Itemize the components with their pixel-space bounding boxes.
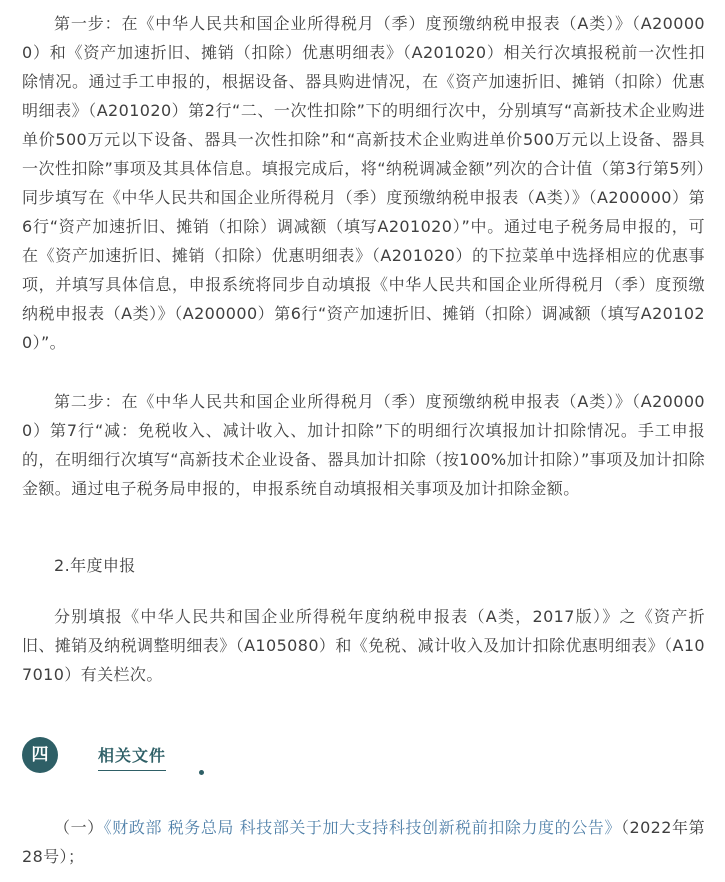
- step1-paragraph: 第一步：在《中华人民共和国企业所得税月（季）度预缴纳税申报表（A类）》（A200000）和《资产加速折旧、摊销（扣除）优惠明细表》（A201020）相关行次填报税前一次性扣除情况。通过手工申报的，根据设备、器具购进情况，在《资产加速折旧、摊销（扣除）优惠明细表》（A201020）第2行“二、一次性扣除”下的明细行次中，分别填写“高新技术企业购进单价500万元以下设备、器具一次性扣除”和“高新技术企业购进单价500万元以上设备、器具一次性扣除”事项及其具体信息。填报完成后，将“纳税调减金额”列次的合计值（第3行第5列）同步填写在《中华人民共和国企业所得税月（季）度预缴纳税申报表（A类）》（A200000）第6行“资产加速折旧、摊销（扣除）调减额（填写A201020）”中。通过电子税务局申报的，可在《资产加速折旧、摊销（扣除）优惠明细表》（A201020）的下拉菜单中选择相应的优惠事项，并填写具体信息，申报系统将同步自动填报《中华人民共和国企业所得税月（季）度预缴纳税申报表（A类）》（A200000）第6行“资产加速折旧、摊销（扣除）调减额（填写A201020）”。: [22, 14, 705, 352]
- reference-suffix: （2022年第28号）；: [22, 818, 705, 866]
- section-number-badge: 四: [22, 737, 58, 773]
- annual-filing-heading: 2.年度申报: [54, 556, 136, 575]
- reference-link[interactable]: 《财政部 税务总局 科技部关于加大支持科技创新税前扣除力度的公告》: [103, 818, 621, 837]
- reference-item: [22, 813, 705, 871]
- decorative-dot-icon: [199, 770, 204, 775]
- step2-paragraph: 第二步：在《中华人民共和国企业所得税月（季）度预缴纳税申报表（A类）》（A200000）第7行“减：免税收入、减计收入、加计扣除”下的明细行次填报加计扣除情况。手工申报的，在明细行次填写“高新技术企业设备、器具加计扣除（按100%加计扣除）”事项及加计扣除金额。通过电子税务局申报的，申报系统自动填报相关事项及加计扣除金额。: [22, 392, 705, 498]
- annual-filing-paragraph: 分别填报《中华人民共和国企业所得税年度纳税申报表（A类，2017版）》之《资产折旧、摊销及纳税调整明细表》（A105080）和《免税、减计收入及加计扣除优惠明细表》（A107010）有关栏次。: [22, 607, 705, 684]
- reference-number: （一）: [54, 818, 104, 837]
- section-header-related-documents: [22, 737, 705, 787]
- section-title: 相关文件: [98, 743, 166, 771]
